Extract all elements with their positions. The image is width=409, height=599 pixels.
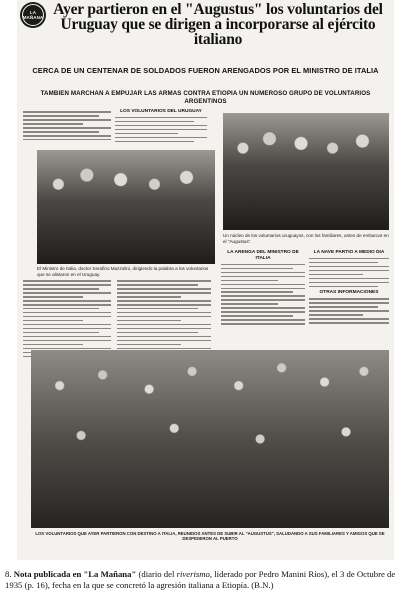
col-heading-voluntarios: LOS VOLUNTARIOS DEL URUGUAY <box>120 109 202 114</box>
figure-caption-italic: riverismo <box>176 569 210 579</box>
heading-arenga: LA ARENGA DEL MINISTRO DE ITALIA <box>227 250 299 261</box>
photo-volunteers-farewell <box>31 350 389 528</box>
newspaper-clipping <box>17 0 394 560</box>
article-headline: Ayer partieron en el "Augustus" los voluntarios del Uruguay que se dirigen a incorporarse al ejército italiano <box>53 1 383 48</box>
seal-text: LA MAÑANA <box>22 10 44 20</box>
caption-left-photo: El Ministro de Italia, doctor Serafino Mazzolini, dirigiendo la palabra a los voluntarios que se alistaron en el Uruguay. <box>37 266 209 277</box>
heading-otras: OTRAS INFORMACIONES <box>319 290 379 296</box>
figure-caption-text-2: , liderado por Pedro Manini Ríos), el 3 de Octubre de 1935 (p. 16), fecha en la que se concretó la agresión italiana a Etiopía. (B.N.) <box>5 569 396 591</box>
heading-nave: LA NAVE PARTIO A MEDIO DIA <box>313 250 385 255</box>
article-deck-secondary: TAMBIEN MARCHAN A EMPUJAR LAS ARMAS CONTRA ETIOPIA UN NUMEROSO GRUPO DE VOLUNTARIOS ARGENTINOS <box>40 90 371 105</box>
text-column-right-b <box>309 250 389 324</box>
text-column-left-top <box>23 111 111 140</box>
figure-caption-lead: Nota publicada en "La Mañana" <box>13 569 137 579</box>
figure-caption <box>5 569 405 591</box>
text-column-left-bottom <box>23 280 111 357</box>
caption-bottom-photo: LOS VOLUNTARIOS QUE AYER PARTIERON CON DESTINO A ITALIA, REUNIDOS ANTES DE SUBIR AL "AUGUSTUS", SALUDANDO A SUS FAMILIARES Y AMIGOS QUE SE DESPIDIERON AL PUERTO <box>35 531 385 542</box>
article-deck-primary: CERCA DE UN CENTENAR DE SOLDADOS FUERON ARENGADOS POR EL MINISTRO DE ITALIA <box>32 66 379 75</box>
photo-minister-speech <box>37 150 215 264</box>
newspaper-seal-icon <box>20 2 46 28</box>
text-column-right-a <box>221 250 305 325</box>
figure-caption-text-1: (diario del <box>136 569 177 579</box>
caption-right-photo: Un núcleo de los voluntarios uruguayos, con los familiares, antes de embarcar en el "Augustus". <box>223 233 389 244</box>
text-column-middle-top <box>115 109 207 142</box>
photo-volunteers-group <box>223 113 389 230</box>
text-column-middle-bottom <box>117 280 211 357</box>
figure-number: 8. <box>5 569 12 579</box>
